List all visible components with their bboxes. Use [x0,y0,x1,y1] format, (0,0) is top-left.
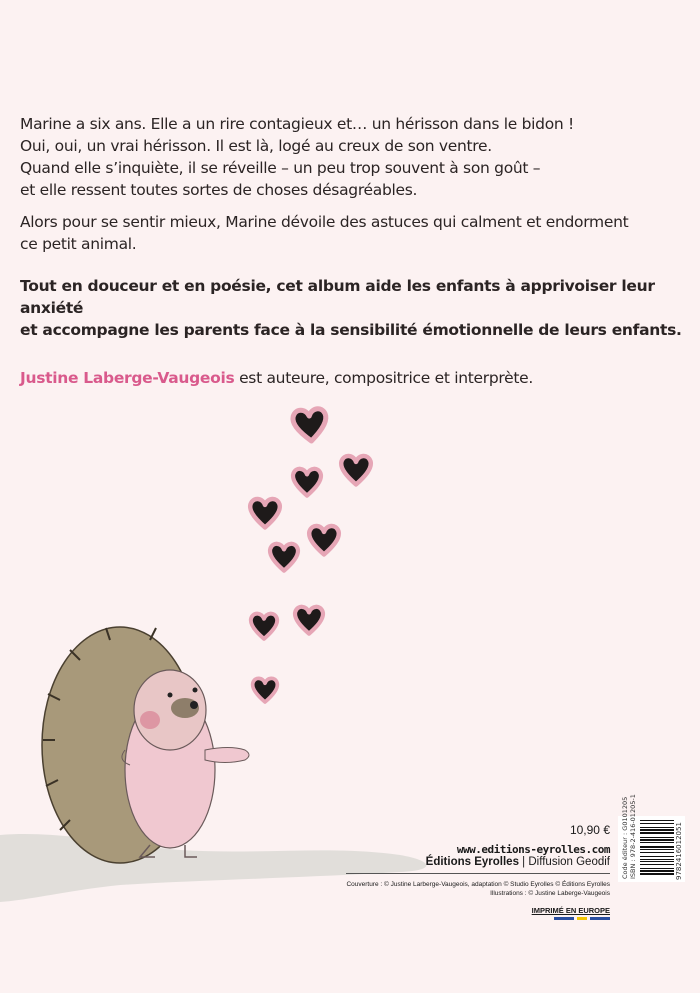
author-description: est auteure, compositrice et interprète. [234,369,534,387]
barcode-bar [640,827,674,828]
isbn: ISBN : 978-2-416-01205-1 [629,794,637,879]
text-line: Quand elle s’inquiète, il se réveille – un peu trop souvent à son goût – [20,159,541,177]
publisher-url[interactable]: www.editions-eyrolles.com [456,843,610,856]
barcode-bar [640,823,674,824]
text-line: Tout en douceur et en poésie, cet album aide les enfants à apprivoiser leur anxiété [20,277,655,317]
heart-icon [293,469,321,496]
publisher-info [346,823,610,920]
barcode-bar [640,861,674,862]
heart-icon [341,456,371,484]
barcode-bar [640,859,674,860]
heart-icon [270,544,298,571]
text-line: Alors pour se sentir mieux, Marine dévoile des astuces qui calment et endorment [20,213,629,231]
barcode-bar [640,842,674,843]
barcode-bar [640,846,674,848]
barcode-bar [640,864,674,865]
heart-icon [250,499,280,527]
barcode-bar [640,852,674,853]
barcode-bar [640,837,674,838]
code-editeur: Code éditeur : G0101205 [621,796,629,879]
barcode-bar [640,849,674,850]
barcode-digits: 9782416012051 [675,822,683,880]
heart-icon [309,526,339,554]
author-name: Justine Laberge-Vaugeois [20,369,235,387]
text-line: et accompagne les parents face à la sensibilité émotionnelle de leurs enfants. [20,321,682,339]
credit-cover: Couverture : © Justine Larberge-Vaugeois, adaptation © Studio Eyrolles © Éditions Eyrolles [346,881,610,888]
barcode-bar [640,870,674,872]
hedgehog [42,627,249,863]
printed-in-europe: IMPRIMÉ EN EUROPE [531,906,610,915]
barcode-bar [640,829,674,831]
bold-paragraph [20,275,690,341]
eu-flag-bar [346,917,610,920]
publisher-line [346,856,610,874]
distribution: Diffusion Geodif [528,856,610,868]
heart-icon [251,614,277,639]
hearts [250,408,371,702]
barcode-bars [640,820,674,878]
price: 10,90 € [569,823,610,837]
second-paragraph [20,211,690,255]
heart-icon [253,678,278,702]
text-line: Oui, oui, un vrai hérisson. Il est là, logé au creux de son ventre. [20,137,492,155]
barcode-bar [640,832,674,834]
text-line: Marine a six ans. Elle a un rire contagieux et… un hérisson dans le bidon ! [20,115,574,133]
barcode-bar [640,868,674,869]
credits [346,880,610,898]
intro-paragraph [20,113,690,201]
heart-icon [295,607,323,634]
text-line: et elle ressent toutes sortes de choses désagréables. [20,181,418,199]
text-line: ce petit animal. [20,235,137,253]
barcode-bar [640,856,674,857]
publisher-name: Éditions Eyrolles [425,856,519,868]
separator: | [518,856,529,868]
barcode-bar [640,873,674,875]
author-paragraph [20,367,690,389]
barcode-bar [640,839,674,841]
barcode-bar [640,820,674,821]
heart-icon [292,408,328,442]
credit-illustrations: Illustrations : © Justine Laberge-Vaugeois [490,890,610,897]
barcode-box [618,794,685,882]
back-cover-blurb [20,113,690,399]
